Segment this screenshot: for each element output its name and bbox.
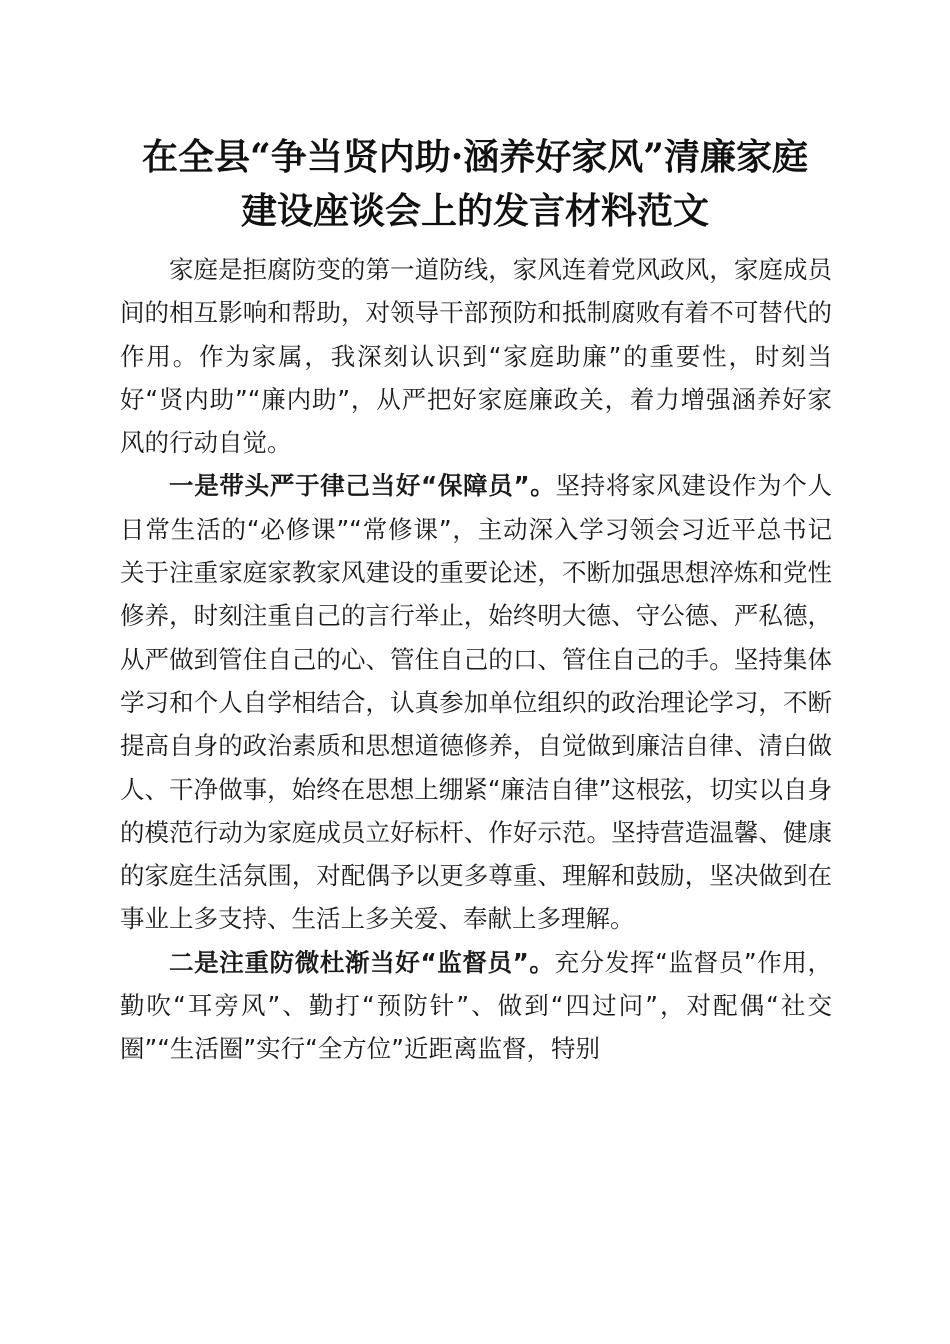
title-line-2: 建设座谈会上的发言材料范文	[240, 190, 709, 232]
paragraph-text: 坚持将家风建设作为个人日常生活的“必修课”“常修课”，主动深入学习领会习近平总书记关于注重家庭家教家风建设的重要论述，不断加强思想淬炼和党性修养，时刻注重自己的言行举止，始终明大德、守公德、严私德，从严做到管住自己的心、管住自己的口、管住自己的手。坚持集体学习和个人自学相结合，认真参加单位组织的政治理论学习，不断提高自身的政治素质和思想道德修养，自觉做到廉洁自律、清白做人、干净做事，始终在思想上绷紧“廉洁自律”这根弦，切实以自身的模范行动为家庭成员立好标杆、作好示范。坚持营造温馨、健康的家庭生活氛围，对配偶予以更多尊重、理解和鼓励，坚决做到在事业上多支持、生活上多关爱、奉献上多理解。	[120, 471, 833, 934]
paragraph-lead: 一是带头严于律己当好“保障员”。	[169, 471, 556, 501]
paragraph-text: 家庭是拒腐防变的第一道防线，家风连着党风政风，家庭成员间的相互影响和帮助，对领导干部预防和抵制腐败有着不可替代的作用。作为家属，我深刻认识到“家庭助廉”的重要性，时刻当好“贤内助”“廉内助”，从严把好家庭廉政关，着力增强涵养好家风的行动自觉。	[120, 255, 832, 458]
document-title	[100, 130, 850, 238]
paragraph-text: 充分发挥“监督员”作用，勤吹“耳旁风”、勤打“预防针”、做到“四过问”，对配偶“社交圈”“生活圈”实行“全方位”近距离监督，特别	[120, 947, 833, 1064]
title-line-1: 在全县“争当贤内助·涵养好家风”清廉家庭	[142, 136, 808, 178]
document-body	[120, 248, 832, 1071]
paragraph-point-1	[120, 464, 832, 940]
paragraph-lead: 二是注重防微杜渐当好“监督员”。	[169, 947, 555, 977]
paragraph-intro	[120, 248, 832, 464]
paragraph-point-2	[120, 941, 832, 1071]
